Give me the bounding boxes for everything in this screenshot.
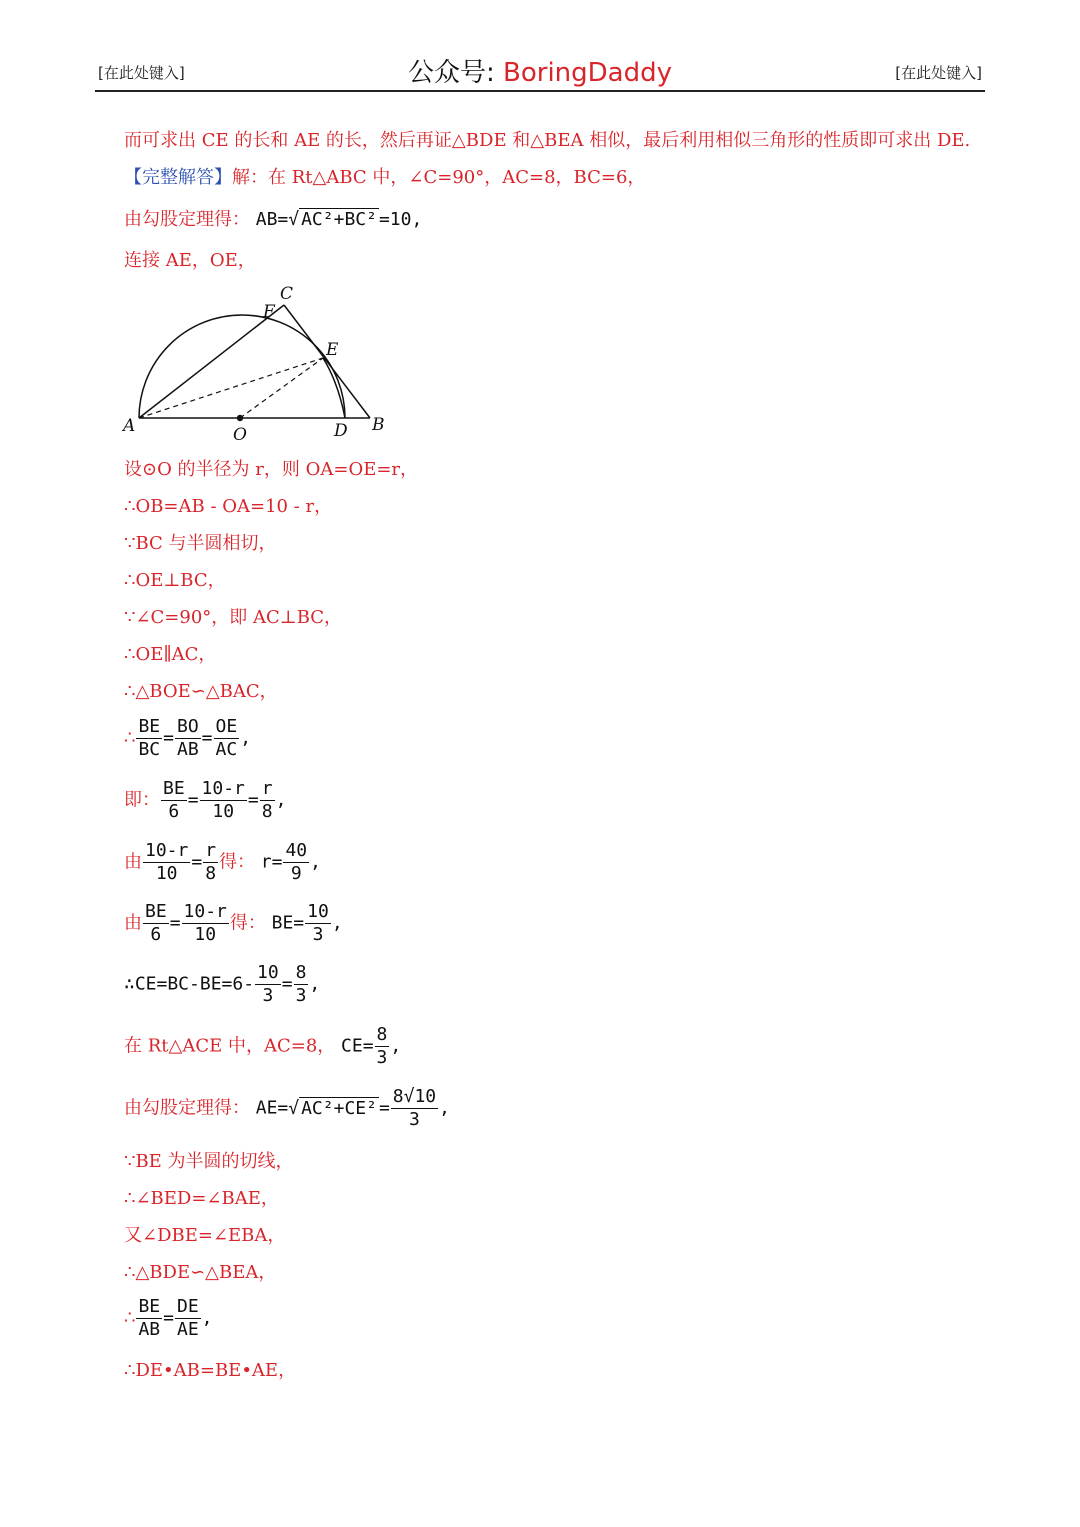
text-line: ∵BE 为半圆的切线， [124, 1151, 294, 1172]
segment-cb [284, 305, 370, 418]
text-line: ∴OB=AB - OA=10 - r， [124, 496, 333, 517]
text-line: ∵BC 与半圆相切， [124, 533, 277, 554]
fraction: $\frac{BE}{AB}$ [138, 1296, 161, 1340]
label-o: O [233, 425, 247, 445]
fraction: $\frac{BO}{AB}$ [176, 716, 199, 760]
fraction: $\frac{10-r}{10}$ [145, 840, 189, 884]
answer-tag: 【完整解答】 [124, 167, 232, 188]
label-f: F [263, 302, 275, 322]
text-line: 连接 AE，OE， [124, 250, 256, 271]
header-label: 公众号: [407, 58, 495, 88]
fraction: $\frac{10-r}{10}$ [201, 778, 245, 822]
label-e: E [326, 340, 339, 360]
fraction: $\frac{10}{3}$ [257, 962, 279, 1006]
label-b: B [372, 415, 385, 435]
fraction: $\frac{OE}{AC}$ [215, 716, 238, 760]
fraction: $\frac{8}{3}$ [376, 1024, 388, 1068]
equation-line: 由 $\frac{10-r}{10}$ = $\frac{r}{8}$ 得： r= $\frac{40}{9}$ , [124, 840, 321, 884]
text-line: ∵∠C=90°，即 AC⊥BC， [124, 607, 343, 628]
text-line: ∴△BDE∽△BEA， [124, 1262, 277, 1283]
text-line: 而可求出 CE 的长和 AE 的长，然后再证△BDE 和△BEA 相似，最后利用相似三角形的性质即可求出 DE. [124, 130, 971, 151]
fraction: $\frac{10-r}{10}$ [183, 901, 227, 945]
text-line: 设⊙O 的半径为 r，则 OA=OE=r， [124, 459, 419, 480]
fraction: $\frac{8}{3}$ [295, 962, 307, 1006]
segment-ed [323, 358, 345, 418]
header-brand: BoringDaddy [503, 58, 673, 88]
fraction: $\frac{DE}{AE}$ [176, 1296, 199, 1340]
fraction: $\frac{BE}{6}$ [163, 778, 185, 822]
text-line: ∴OE∥AC， [124, 644, 217, 665]
segment-ae-dashed [139, 358, 323, 418]
label-a: A [123, 416, 136, 436]
equation-line: 由 $\frac{BE}{6}$ = $\frac{10-r}{10}$ 得： BE= $\frac{10}{3}$ , [124, 901, 343, 945]
sqrt-expr: √ AC²+BC² [288, 209, 377, 230]
center-point-o [237, 415, 243, 421]
fraction: $\frac{40}{9}$ [285, 840, 308, 884]
fraction: $\frac{10}{3}$ [307, 901, 329, 945]
label-c: C [280, 284, 294, 304]
fraction: $\frac{8√10}{3}$ [392, 1086, 437, 1130]
text-line: ∴OE⊥BC， [124, 570, 226, 591]
geometry-figure [120, 282, 400, 447]
equation-line: ∴CE=BC-BE=6- $\frac{10}{3}$ = $\frac{8}{3}$ , [124, 962, 321, 1006]
fraction: $\frac{BE}{BC}$ [138, 716, 161, 760]
semicircle-arc [139, 315, 345, 418]
header-left-placeholder: [在此处键入] [98, 64, 185, 82]
equation-line: 在 Rt△ACE 中，AC=8， CE= $\frac{8}{3}$ , [124, 1024, 402, 1068]
sqrt-expr: √ AC²+CE² [288, 1097, 377, 1119]
text-line: 由勾股定理得： AB=√ AC²+BC² =10, [124, 209, 423, 230]
equation-line: ∴ $\frac{BE}{AB}$ = $\frac{DE}{AE}$ , [124, 1296, 213, 1340]
text-line: 又∠DBE=∠EBA， [124, 1225, 286, 1246]
fraction: $\frac{r}{8}$ [205, 840, 217, 884]
header-right-placeholder: [在此处键入] [895, 64, 982, 82]
label-d: D [334, 421, 348, 441]
text-line: ∴∠BED=∠BAE， [124, 1188, 279, 1209]
equation-line: 即： $\frac{BE}{6}$ = $\frac{10-r}{10}$ = $\frac{r}{8}$ , [124, 778, 287, 822]
text-line: 【完整解答】解：在 Rt△ABC 中，∠C=90°，AC=8，BC=6， [124, 167, 646, 188]
equation-line: 由勾股定理得： AE=√ AC²+CE² = $\frac{8√10}{3}$ , [124, 1086, 450, 1130]
text-line: ∴DE•AB=BE•AE， [124, 1360, 297, 1381]
equation-line: ∴ $\frac{BE}{BC}$ = $\frac{BO}{AB}$ = $\frac{OE}{AC}$ , [124, 716, 252, 760]
header-divider [95, 90, 985, 92]
segment-oe-dashed [240, 358, 323, 418]
fraction: $\frac{BE}{6}$ [145, 901, 167, 945]
fraction: $\frac{r}{8}$ [261, 778, 273, 822]
text-line: ∴△BOE∽△BAC， [124, 681, 278, 702]
